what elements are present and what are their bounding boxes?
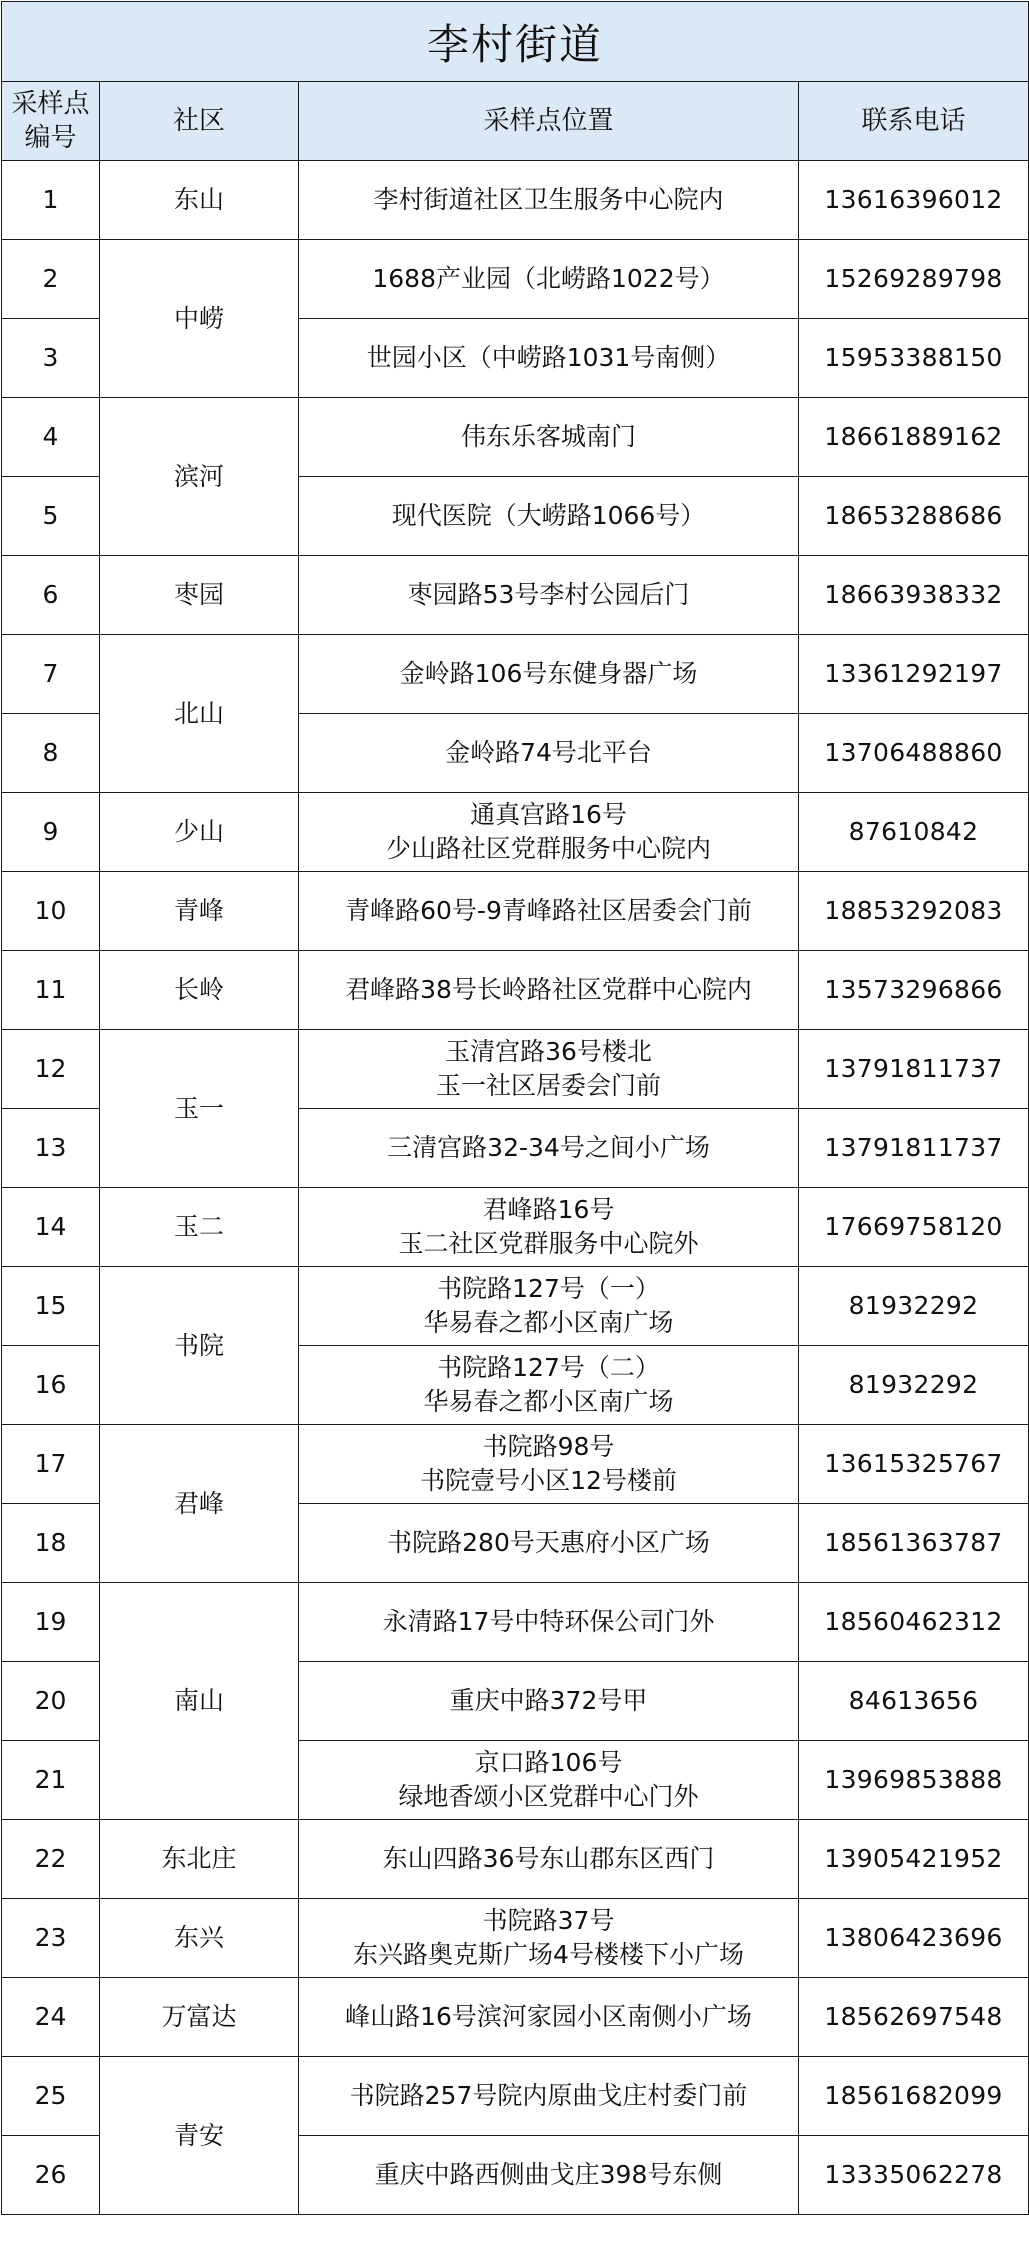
site-location-line: 少山路社区党群服务中心院内 [385,834,711,863]
site-location-line: 1688产业园（北崂路1022号） [372,264,725,293]
table-row [2,1267,1029,1346]
site-location [299,635,799,714]
site-location [299,398,799,477]
site-number: 17 [2,1425,100,1504]
table-row [2,1583,1029,1662]
table-row [2,398,1029,477]
table-body [2,161,1029,2215]
site-number: 24 [2,1978,100,2057]
site-number: 23 [2,1899,100,1978]
table-row [2,635,1029,714]
community-name: 玉二 [100,1188,299,1267]
site-location [299,1346,799,1425]
site-location-line: 峰山路16号滨河家园小区南侧小广场 [345,2002,752,2031]
site-location [299,240,799,319]
site-location-line: 重庆中路西侧曲戈庄398号东侧 [374,2160,723,2189]
table-row [2,793,1029,872]
header-id-line1: 采样点 [11,89,90,119]
contact-phone: 13615325767 [799,1425,1029,1504]
site-location-line: 现代医院（大崂路1066号） [391,501,706,530]
site-location [299,2057,799,2136]
site-location-line: 绿地香颂小区党群中心门外 [398,1782,699,1811]
community-name: 东兴 [100,1899,299,1978]
site-location [299,1899,799,1978]
header-community: 社区 [100,82,299,161]
site-location-line: 书院路127号（二） [437,1353,660,1382]
site-number: 25 [2,2057,100,2136]
site-location-line: 华易春之都小区南广场 [423,1387,674,1416]
community-name: 少山 [100,793,299,872]
site-location [299,1030,799,1109]
contact-phone: 13706488860 [799,714,1029,793]
site-location-line: 玉清宫路36号楼北 [445,1037,652,1066]
site-location-line: 东山四路36号东山郡东区西门 [382,1844,715,1873]
contact-phone: 13969853888 [799,1741,1029,1820]
community-name: 青峰 [100,872,299,951]
community-name: 万富达 [100,1978,299,2057]
site-location [299,1820,799,1899]
site-number: 22 [2,1820,100,1899]
site-location [299,872,799,951]
site-location-line: 东兴路奥克斯广场4号楼楼下小广场 [353,1940,744,1969]
header-id-line2: 编号 [24,123,77,153]
table-row [2,1030,1029,1109]
site-number: 1 [2,161,100,240]
sampling-sites-table [1,1,1029,2215]
community-name: 南山 [100,1583,299,1820]
site-number: 2 [2,240,100,319]
site-location-line: 书院路257号院内原曲戈庄村委门前 [349,2081,748,2110]
site-location-line: 伟东乐客城南门 [460,422,636,451]
community-name: 中崂 [100,240,299,398]
contact-phone: 17669758120 [799,1188,1029,1267]
site-location [299,2136,799,2215]
contact-phone: 13905421952 [799,1820,1029,1899]
header-location: 采样点位置 [299,82,799,161]
community-name: 东山 [100,161,299,240]
site-number: 3 [2,319,100,398]
table-row [2,1188,1029,1267]
contact-phone: 18562697548 [799,1978,1029,2057]
site-number: 7 [2,635,100,714]
site-location-line: 重庆中路372号甲 [449,1686,648,1715]
site-location-line: 三清宫路32-34号之间小广场 [387,1133,710,1162]
site-number: 21 [2,1741,100,1820]
site-location [299,161,799,240]
table-row [2,240,1029,319]
site-number: 16 [2,1346,100,1425]
contact-phone: 87610842 [799,793,1029,872]
header-id [2,82,100,161]
community-name: 东北庄 [100,1820,299,1899]
site-location-line: 书院路37号 [482,1906,615,1935]
site-location [299,1741,799,1820]
site-location-line: 书院壹号小区12号楼前 [420,1466,677,1495]
site-number: 20 [2,1662,100,1741]
contact-phone: 81932292 [799,1346,1029,1425]
contact-phone: 18561682099 [799,2057,1029,2136]
contact-phone: 18653288686 [799,477,1029,556]
community-name: 滨河 [100,398,299,556]
site-location [299,793,799,872]
site-location-line: 世园小区（中崂路1031号南侧） [366,343,731,372]
site-location [299,556,799,635]
site-location-line: 永清路17号中特环保公司门外 [382,1607,715,1636]
table-row [2,1899,1029,1978]
site-location [299,951,799,1030]
site-location-line: 枣园路53号李村公园后门 [407,580,690,609]
table-row [2,1820,1029,1899]
site-location-line: 通真宫路16号 [470,800,627,829]
table-row [2,2057,1029,2136]
community-name: 君峰 [100,1425,299,1583]
site-location [299,714,799,793]
contact-phone: 13791811737 [799,1109,1029,1188]
site-location [299,1425,799,1504]
site-number: 12 [2,1030,100,1109]
contact-phone: 15953388150 [799,319,1029,398]
community-name: 青安 [100,2057,299,2215]
contact-phone: 18853292083 [799,872,1029,951]
site-number: 8 [2,714,100,793]
contact-phone: 18663938332 [799,556,1029,635]
contact-phone: 81932292 [799,1267,1029,1346]
contact-phone: 84613656 [799,1662,1029,1741]
table-row [2,556,1029,635]
community-name: 书院 [100,1267,299,1425]
header-phone: 联系电话 [799,82,1029,161]
site-number: 11 [2,951,100,1030]
site-location-line: 金岭路74号北平台 [445,738,652,767]
contact-phone: 13361292197 [799,635,1029,714]
site-location [299,1109,799,1188]
site-location-line: 书院路98号 [482,1432,615,1461]
site-number: 10 [2,872,100,951]
site-location [299,1504,799,1583]
community-name: 玉一 [100,1030,299,1188]
site-location [299,319,799,398]
site-number: 15 [2,1267,100,1346]
site-number: 18 [2,1504,100,1583]
contact-phone: 13616396012 [799,161,1029,240]
site-location-line: 书院路127号（一） [437,1274,660,1303]
table-row [2,161,1029,240]
site-number: 9 [2,793,100,872]
community-name: 北山 [100,635,299,793]
table-row [2,872,1029,951]
site-number: 5 [2,477,100,556]
community-name: 枣园 [100,556,299,635]
site-location [299,1267,799,1346]
site-location [299,1583,799,1662]
contact-phone: 13806423696 [799,1899,1029,1978]
site-number: 4 [2,398,100,477]
site-number: 14 [2,1188,100,1267]
table-row [2,951,1029,1030]
site-location-line: 书院路280号天惠府小区广场 [387,1528,710,1557]
site-location-line: 京口路106号 [474,1748,623,1777]
site-location [299,1978,799,2057]
site-location [299,1188,799,1267]
site-location-line: 君峰路38号长岭路社区党群中心院内 [345,975,752,1004]
site-location-line: 华易春之都小区南广场 [423,1308,674,1337]
site-location [299,1662,799,1741]
contact-phone: 18560462312 [799,1583,1029,1662]
site-location-line: 金岭路106号东健身器广场 [399,659,698,688]
community-name: 长岭 [100,951,299,1030]
site-location-line: 青峰路60号-9青峰路社区居委会门前 [345,896,752,925]
site-number: 26 [2,2136,100,2215]
site-location-line: 君峰路16号 [482,1195,615,1224]
contact-phone: 13573296866 [799,951,1029,1030]
site-number: 6 [2,556,100,635]
table-row [2,1978,1029,2057]
site-location-line: 玉二社区党群服务中心院外 [398,1229,699,1258]
table-row [2,1425,1029,1504]
contact-phone: 13791811737 [799,1030,1029,1109]
site-number: 13 [2,1109,100,1188]
site-number: 19 [2,1583,100,1662]
contact-phone: 18661889162 [799,398,1029,477]
contact-phone: 15269289798 [799,240,1029,319]
site-location-line: 李村街道社区卫生服务中心院内 [373,185,724,214]
contact-phone: 13335062278 [799,2136,1029,2215]
contact-phone: 18561363787 [799,1504,1029,1583]
table-title: 李村街道 [2,2,1029,82]
site-location-line: 玉一社区居委会门前 [435,1071,661,1100]
site-location [299,477,799,556]
